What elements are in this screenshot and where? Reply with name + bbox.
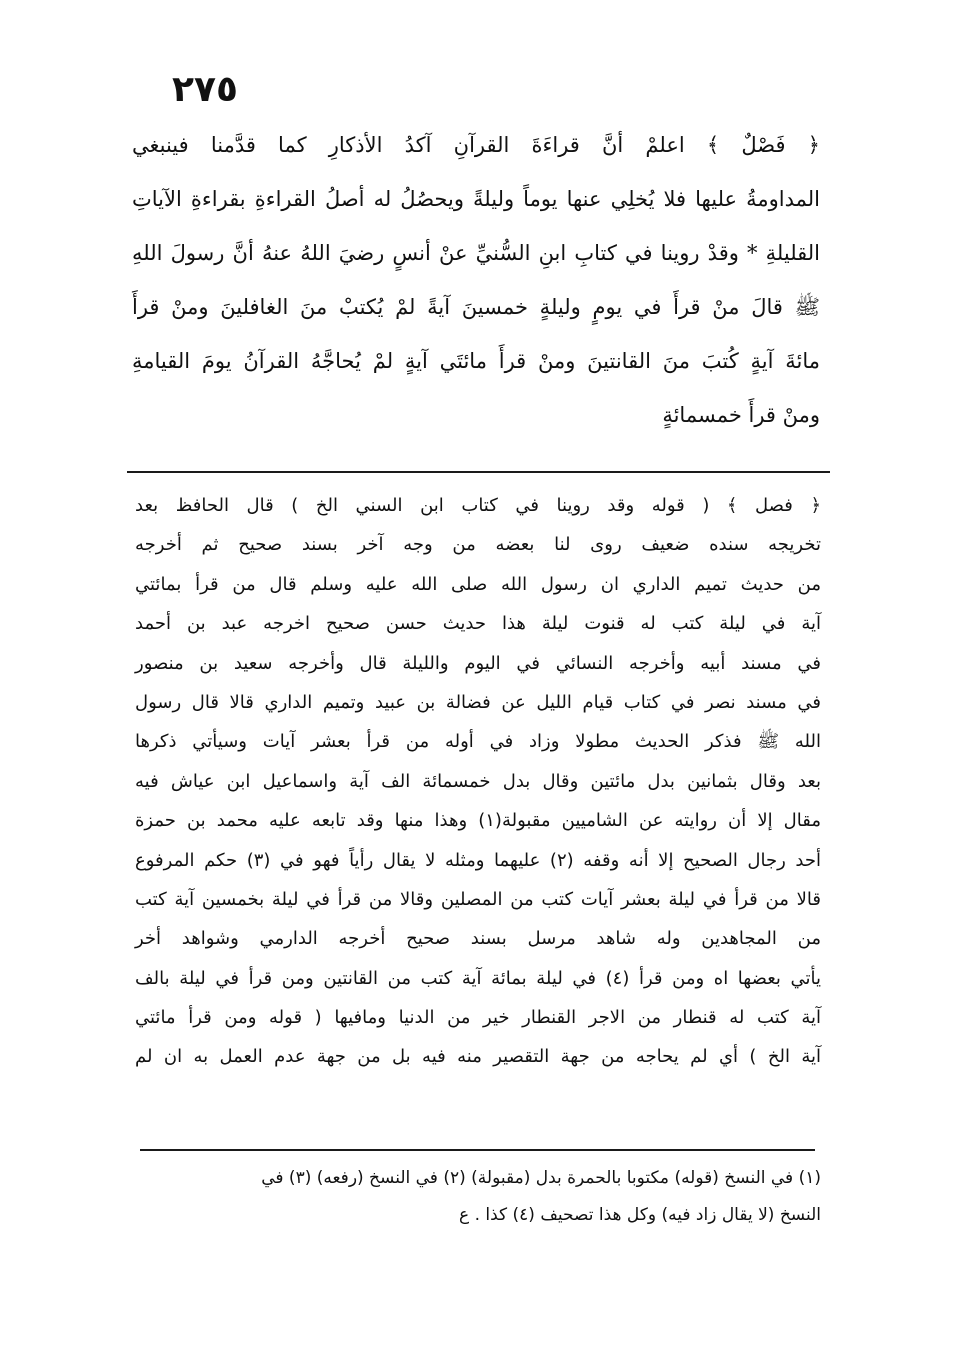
main-text-line: ﷺ قالَ منْ قرأَ في يومٍ وليلةٍ خمسينَ آيةً لمْ يُكتبْ منَ الغافلينَ ومنْ قرأَ: [132, 295, 820, 319]
footnote-line: (١) في النسخ (قوله) مكتوبا بالحمرة بدل (مقبولة) (٢) في النسخ (رفعه) (٣) في: [261, 1168, 821, 1188]
commentary-line: تخريجه سنده ضعيف روى لنا بعضه من وجه آخر بسند صحيح ثم أخرجه: [135, 534, 821, 556]
commentary-line: بعد وقال بثمانين بدل مائتين وقال بدل خمسمائة الف آية واسماعيل ابن عياش فيه: [135, 770, 821, 792]
commentary-line: من المجاهدين وله شاهد مرسل بسند صحيح أخرجه الدارمي وشواهد أخر: [135, 928, 821, 950]
commentary-line: أحد رجال الصحيح إلا أنه وقفه (٢) عليهما ومثله لا يقال رأياً فهو في (٣) حكم المرفوع: [135, 849, 821, 871]
main-text-line: المداومةُ عليها فلا يُخلِي عنها يوماً وليلةً ويحصُلُ له أصلُ القراءةِ بقراءةِ الآياتِ: [132, 187, 820, 211]
commentary-line: ﴿ فصل ﴾ ( قوله وقد روينا في كتاب ابن السني الخ ) قال الحافظ بعد: [135, 495, 821, 516]
commentary-line: يأتي بعضها اه ومن قرأ (٤) في ليلة بمائة آية كتب من القانتين ومن قرأ في ليلة بالف: [135, 967, 822, 989]
commentary-line: آية في ليلة كتب له قنوت ليلة هذا حديث حسن صحيح اخرجه عبد بن أحمد: [135, 613, 821, 635]
footnote-divider: [140, 1149, 815, 1151]
commentary-line: آية كتب له قنطار من الاجر القنطار خير من الدنيا ومافيها ( قوله ومن قرأ مائتي: [135, 1007, 821, 1029]
commentary-line: آية الخ ) أي لم يحاجه من جهة التقصير منه فيه بل من جهة عدم العمل به ان لم: [135, 1046, 821, 1068]
commentary-line: من حديث تميم الداري ان رسول الله صلى الله عليه وسلم قال من قرأ بمائتي: [135, 573, 821, 595]
section-divider: [127, 471, 830, 473]
commentary-line: في مسند نصر في كتاب قيام الليل عن فضالة بن عبيد وتميم الداري قالا قال رسول: [135, 691, 821, 713]
commentary-line: الله ﷺ فذكر الحديث مطولا وزاد في أوله من قرأ بعشر آيات وسيأتي ذكرها: [135, 731, 821, 753]
commentary-block: [135, 486, 821, 1077]
main-text-line: ﴿ فَصْلٌ ﴾ اعلمْ أنَّ قراءَةَ القرآنِ آكدُ الأذكارِ كما قدَّمنا فينبغي: [132, 133, 820, 157]
footnote-line: النسخ (لا يقال زاد فيه) وكل هذا تصحيف (٤) كذا . ع: [459, 1205, 821, 1225]
main-text-line-last: ومنْ قرأَ خمسمائةٍ: [662, 403, 820, 427]
commentary-line: في مسند أبيه وأخرجه النسائي في اليوم والليلة قال وأخرجه سعيد بن منصور: [135, 652, 821, 674]
footnotes-block: [261, 1160, 821, 1234]
main-text-line: مائةَ آيةٍ كُتبَ منَ القانتينَ ومنْ قرأَ مائتَي آيةٍ لمْ يُحاجَّهُ القرآنُ يومَ القيامةِ: [132, 349, 820, 373]
page-number: ٢٧٥: [172, 69, 238, 110]
commentary-line: قالا من قرأ في ليلة بعشر آيات كتب من المصلين وقالا من قرأ في ليلة بخمسين آية كتب: [135, 888, 821, 910]
main-text-block: [132, 118, 820, 442]
commentary-line: مقال إلا أن روايته عن الشاميين مقبولة(١) وهذا منها وقد تابعه عليه محمد بن حمزة: [135, 810, 821, 832]
main-text-line: القليلةِ * وقدْ روينا في كتابِ ابنِ السُّنيِّ عنْ أنسٍ رضيَ اللهُ عنهُ أنَّ رسولَ اللهِ: [132, 241, 820, 265]
